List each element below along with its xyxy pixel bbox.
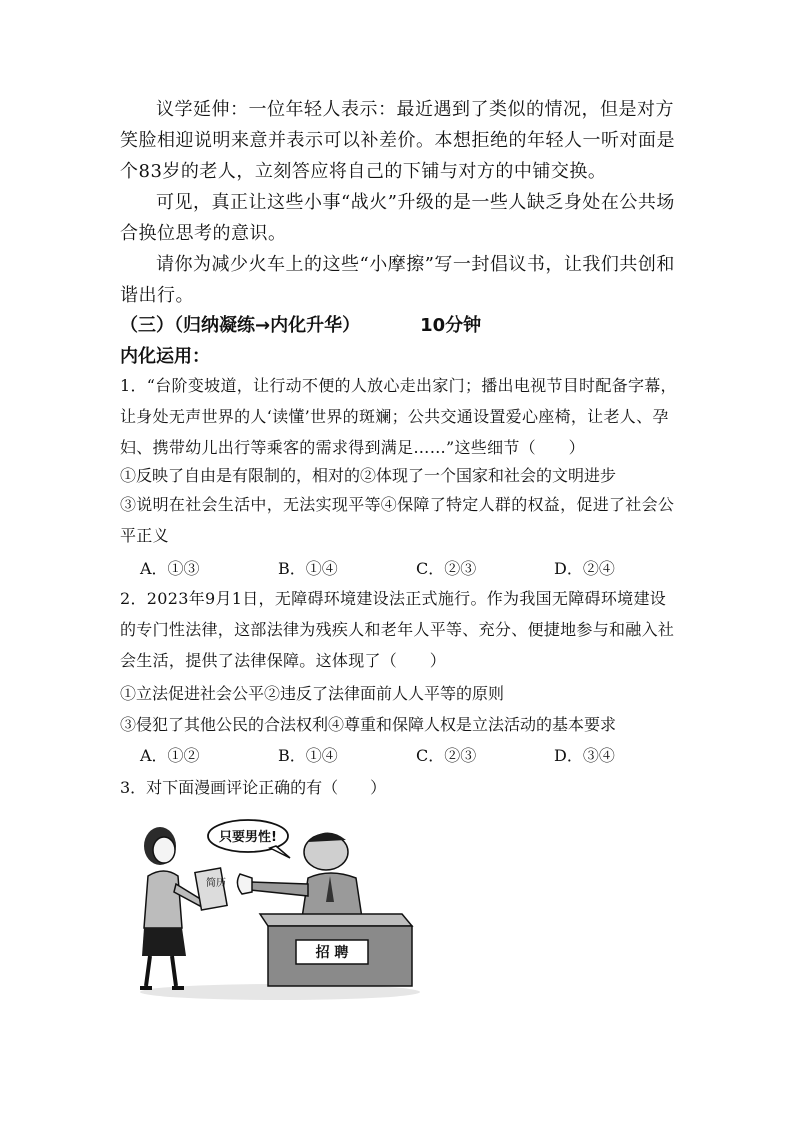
option-a[interactable]: A．①② [140,746,200,765]
speech-bubble [208,820,290,858]
woman-figure [140,827,202,988]
desk-sign-text: 招 聘 [315,945,349,961]
resume-paper [195,868,227,910]
intro-paragraph-1: 议学延伸：一位年轻人表示：最近遇到了类似的情况，但是对方笑脸相迎说明来意并表示可以补差价。本想拒绝的年轻人一听对面是个83岁的老人，立刻答应将自己的下铺与对方的中铺交换。 [120,99,675,182]
speech-text: 只要男性! [219,830,277,845]
option-d[interactable]: D．②④ [554,559,615,578]
recruitment-cartoon [130,818,420,1000]
section-title: （三）（归纳凝练→内化升华） [120,315,361,336]
option-c[interactable]: C．②③ [416,746,477,765]
intro-paragraph-3: 请你为减少火车上的这些“小摩擦”写一封倡议书，让我们共创和谐出行。 [120,254,675,306]
section-heading [120,311,481,337]
question-1-statement-a: ①反映了自由是有限制的，相对的②体现了一个国家和社会的文明进步 [120,466,617,485]
option-b[interactable]: B．①④ [278,746,338,765]
section-subtitle: 内化运用： [120,346,210,367]
question-3-stem: 3．对下面漫画评论正确的有（ ） [120,778,387,797]
recruitment-desk [260,914,412,986]
question-2-stem: 2．2023年9月1日，无障碍环境建设法正式施行。作为我国无障碍环境建设的专门性法律，这部法律为残疾人和老年人平等、充分、便捷地参与和融入社会生活，提供了法律保障。这体现了（ ） [120,589,675,670]
question-2-options [140,743,692,766]
question-1-statement-b: ③说明在社会生活中，无法实现平等④保障了特定人群的权益，促进了社会公平正义 [120,495,675,545]
question-2-statement-a: ①立法促进社会公平②违反了法律面前人人平等的原则 [120,684,505,703]
question-2-statement-b: ③侵犯了其他公民的合法权利④尊重和保障人权是立法活动的基本要求 [120,715,617,734]
section-time: 10分钟 [420,315,482,336]
option-d[interactable]: D．③④ [554,746,615,765]
option-c[interactable]: C．②③ [416,559,477,578]
option-b[interactable]: B．①④ [278,559,338,578]
intro-paragraph-2: 可见，真正让这些小事“战火”升级的是一些人缺乏身处在公共场合换位思考的意识。 [120,192,675,244]
question-1-stem: 1．“台阶变坡道，让行动不便的人放心走出家门；播出电视节目时配备字幕，让身处无声世界的人‘读懂’世界的斑斓；公共交通设置爱心座椅，让老人、孕妇、携带幼儿出行等乘客的需求得到满足……”这些细节（ ） [120,376,677,457]
question-1-options [140,556,692,579]
option-a[interactable]: A．①③ [140,559,200,578]
resume-label: 简历 [206,878,226,889]
